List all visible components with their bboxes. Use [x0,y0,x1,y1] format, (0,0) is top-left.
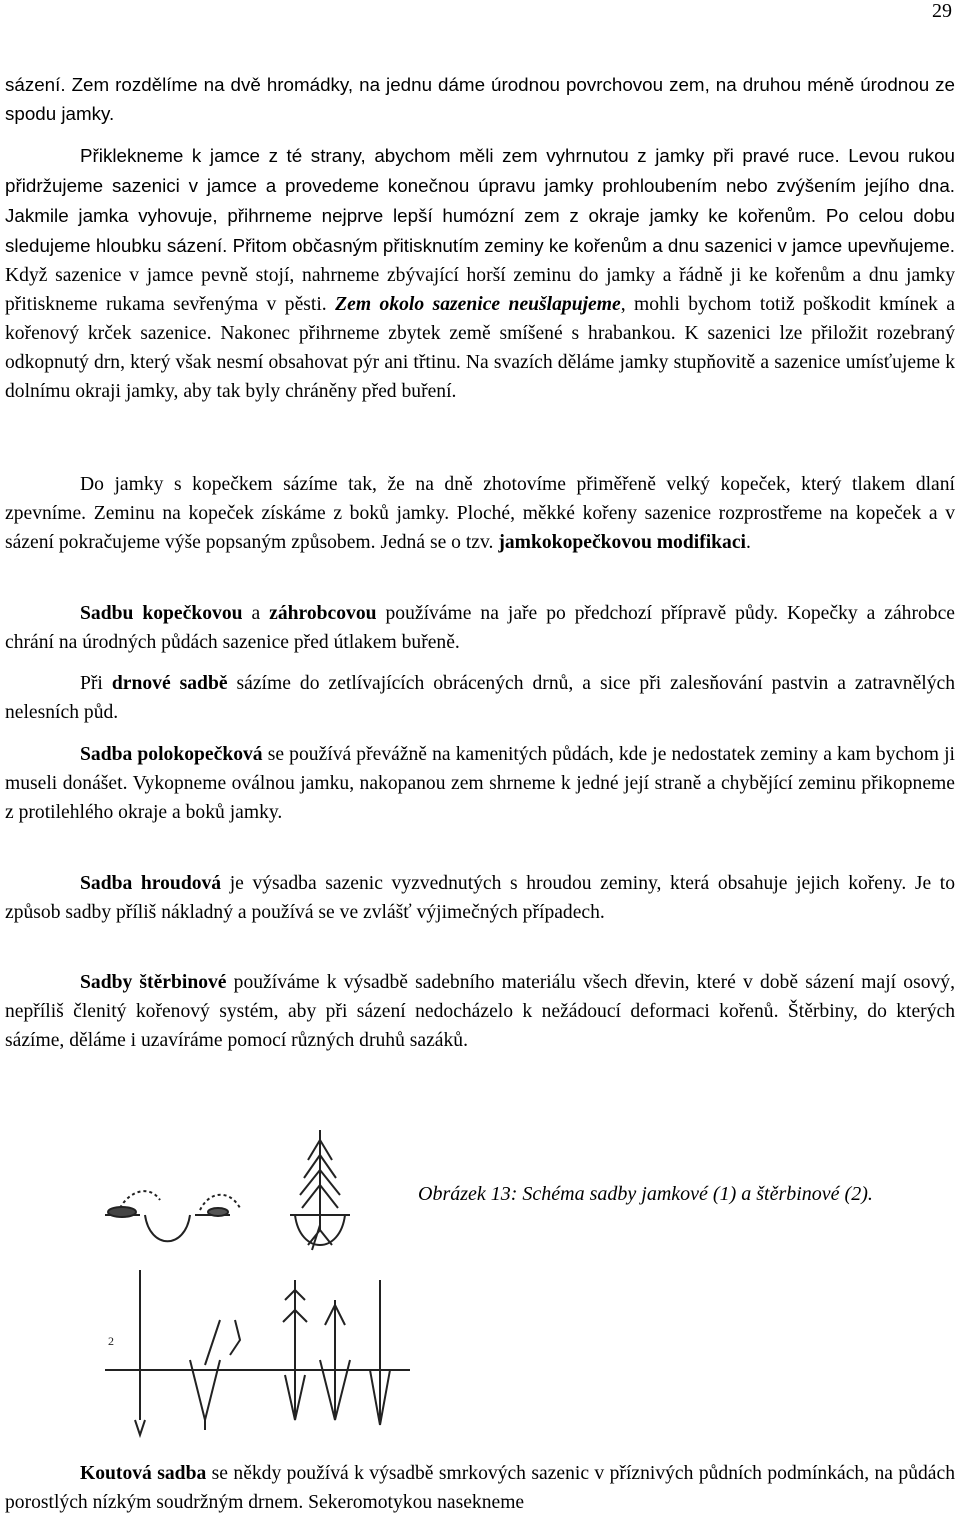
paragraph-8-term: Sadby štěrbinové [80,972,227,993]
paragraph-2 [5,141,955,406]
paragraph-6 [5,740,955,827]
slit-planting-sketch [105,1270,410,1435]
paragraph-9 [5,1459,955,1517]
paragraph-5: Při drnové sadbě sázíme do zetlívajících obrácených drnů, a sice při zalesňování pastvin a zatravnělých nelesních půd. [5,673,956,723]
planting-scheme-drawing [80,1120,410,1450]
paragraph-3-term: jamkokopečkovou modifikaci [498,532,746,553]
planting-scheme-figure [80,1120,410,1450]
paragraph-4: Sadbu kopečkovou a záhrobcovou používáme na jaře po předchozí přípravě půdy. Kopečky a záhrobce chrání na úrodných půdách sazenice před útlakem buřeně. [5,603,955,653]
paragraph-2-text-serif: Když sazenice v jamce pevně stojí, nahrneme zbývající horší zeminu do jamky a řádně ji ke kořenům a dnu jamky přitiskneme rukama sevřenýma v pěsti. [5,265,955,315]
paragraph-9-text: se někdy používá k výsadbě smrkových sazenic v příznivých půdních podmínkách, na půdách porostlých nízkým soudržným drnem. Sekeromotykou nasekneme [5,1463,955,1513]
paragraph-2-emphasis: Zem okolo sazenice neušlapujeme [335,294,621,315]
figure-label-2: 2 [108,1334,114,1348]
paragraph-8 [5,968,955,1055]
paragraph-2-text-sans: Přiklekneme k jamce z té strany, abychom měli zem vyhrnutou z jamky při pravé ruce. Levou rukou přidržujeme sazenici v jamce a provedeme konečnou úpravu jamky prohloubením nebo zvýšením jejího dna. Jakmile jamka vyhovuje, přihrneme nejprve lepší humózní zem z okraje jamky ke kořenům. Po celou dobu sledujeme hloubku sázení. Přitom občasným přitisknutím zeminy ke kořenům a dnu sazenici v jamce upevňujeme. [5,145,955,256]
paragraph-5-text: sázíme do zetlívajících obrácených drnů, a sice při zalesňování pastvin a zatravnělých nelesních půd. [5,673,956,723]
paragraph-7-text: je výsadba sazenic vyzvednutých s hroudou zeminy, která obsahuje jejich kořeny. Je to způsob sadby příliš nákladný a používá se ve zvlášť výjimečných případech. [5,873,955,923]
paragraph-1 [5,70,955,128]
figure-caption: Obrázek 13: Schéma sadby jamkové (1) a štěrbinové (2). [418,1183,873,1205]
paragraph-4-text: používáme na jaře po předchozí přípravě půdy. Kopečky a záhrobce chrání na úrodných půdách sazenice před útlakem buřeně. [5,603,955,653]
paragraph-6-term: Sadba polokopečková [80,744,263,765]
paragraph-3: Do jamky s kopečkem sázíme tak, že na dně zhotovíme přiměřeně velký kopeček, který tlakem dlaní zpevníme. Zeminu na kopeček získáme z boků jamky. Ploché, měkké kořeny sazenice rozprostřeme na kopeček a v sázení pokračujeme výše popsaným způsobem. Jedná se o tzv. jamkokopečkovou modifikaci. [5,474,955,553]
paragraph-7-term: Sadba hroudová [80,873,222,894]
paragraph-3-text: Do jamky s kopečkem sázíme tak, že na dně zhotovíme přiměřeně velký kopeček, který tlakem dlaní zpevníme. Zeminu na kopeček získáme z boků jamky. Ploché, měkké kořeny sazenice rozprostřeme na kopeček a v sázení pokračujeme výše popsaným způsobem. Jedná se o tzv. [5,474,955,553]
paragraph-9-term: Koutová sadba [80,1463,207,1484]
paragraph-2-text-end: , mohli bychom totiž poškodit kmínek a kořenový krček sazenice. Nakonec přihrneme zbytek země smíšené s hrabankou. K sazenici lze přiložit rozebraný odkopnutý drn, který však nesmí obsahovat pýr ani třtinu. Na svazích děláme jamky stupňovitě a sazenice umísťujeme k dolnímu okraji jamky, aby tak byly chráněny před buření. [5,294,955,402]
paragraph-8-text: používáme k výsadbě sadebního materiálu všech dřevin, které v době sázení mají osový, nepříliš členitý kořenový systém, aby při sázení nedocházelo k nežádoucí deformaci kořenů. Štěrbiny, do kterých sázíme, děláme i uzavíráme pomocí různých druhů sazáků. [5,972,955,1051]
pit-planting-sketch [105,1130,350,1250]
paragraph-7 [5,869,955,927]
paragraph-5-term: drnové sadbě [111,673,228,694]
paragraph-6-text: se používá převážně na kamenitých půdách, kde je nedostatek zeminy a kam bychom ji museli donášet. Vykopneme oválnou jamku, nakopanou zem shrneme k jedné její straně a chybějící zeminu přikopneme z protilehlého okraje a boků jamky. [5,744,955,823]
paragraph-1-text: sázení. Zem rozdělíme na dvě hromádky, na jednu dáme úrodnou povrchovou zem, na druhou méně úrodnou ze spodu jamky. [5,74,955,124]
page-number: 29 [932,0,952,22]
paragraph-4-term-2: záhrobcovou [269,603,377,624]
paragraph-4-term-1: Sadbu kopečkovou [80,603,243,624]
